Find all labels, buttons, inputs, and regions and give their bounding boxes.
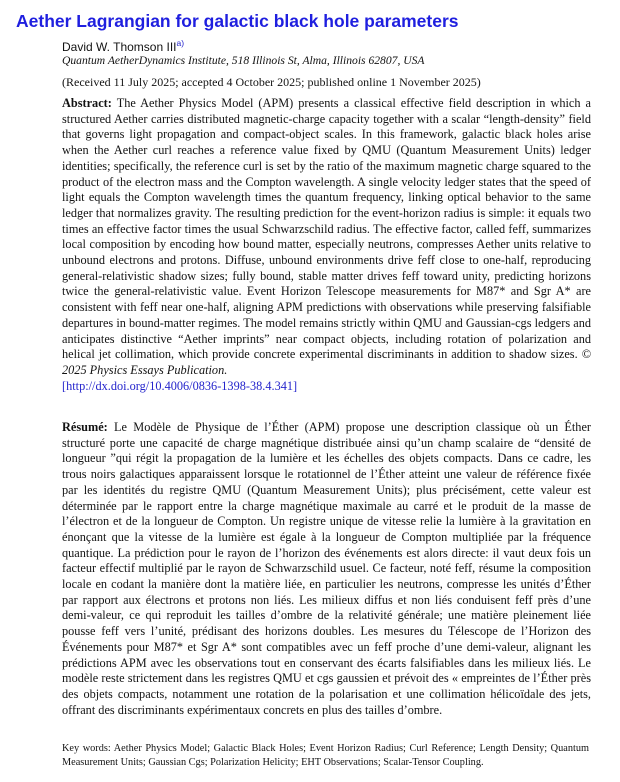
- abstract-copyright: © 2025 Physics Essays Publication.: [62, 347, 592, 377]
- paper-title: Aether Lagrangian for galactic black hole parameters: [16, 11, 459, 31]
- author-footnote-link[interactable]: a): [176, 38, 185, 48]
- doi-link[interactable]: [http://dx.doi.org/10.4006/0836-1398-38.4.341]: [62, 378, 298, 393]
- keywords-body: Aether Physics Model; Galactic Black Holes; Event Horizon Radius; Curl Reference; Length Density; Quantum Measurement Units; Gaussian Cgs; Polarization Helicity; EHT Observations; Scalar-Tensor Coupling.: [62, 743, 589, 768]
- keywords-label: Key words:: [62, 743, 111, 754]
- abstract-label: Abstract:: [62, 96, 112, 110]
- author-line: [62, 40, 184, 54]
- author-name: David W. Thomson III: [62, 40, 177, 54]
- abstract-paragraph: [62, 96, 591, 394]
- received-accepted-line: (Received 11 July 2025; accepted 4 October 2025; published online 1 November 2025): [62, 75, 481, 89]
- resume-paragraph: [62, 420, 591, 718]
- resume-label: Résumé:: [62, 420, 108, 434]
- keywords-line: [62, 742, 589, 770]
- abstract-body: The Aether Physics Model (APM) presents a classical effective field description in which a structured Aether carries distributed magnetic-charge capacity together with a scalar “length-density” field that governs light propagation and compact-object scales. In this framework, galactic black holes arise when the Aether curl reaches a reference value fixed by QMU (Quantum Measurement Units) ledger identities; specifically, the reference curl is set by the ratio of the maximum magnetic charge squared to the product of the electron mass and the Compton wavelength. A single velocity ledger states that the speed of light equals the Compton wavelength times the quantum frequency, linking optical behavior to the same ledger that normalizes gravity. The resulting prediction for the event-horizon radius is simple: it equals two times an effective factor times the usual Schwarzschild radius. The effective factor, called feff, summarizes local composition by encoding how bound matter, especially neutrons, compresses Aether units relative to unbound electrons and protons. Diffuse, unbound environments drive feff close to one-half, reproducing general-relativistic shadow sizes; fully bound, stable matter drives feff toward unity, predicting horizons twice the general-relativistic value. Event Horizon Telescope measurements for M87* and Sgr A* are consistent with feff near one-half, aligning APM predictions with observations while preserving falsifiable departures in bound-matter regimes. The model remains strictly within QMU and Gaussian-cgs ledgers and anticipates distinctive “Aether imprints” near compact objects, including rotation of polarization and helical jet collimation, which provide concrete experimental discriminants in addition to shadow sizes.: [62, 96, 592, 362]
- affiliation: Quantum AetherDynamics Institute, 518 Illinois St, Alma, Illinois 62807, USA: [62, 54, 425, 67]
- resume-body: Le Modèle de Physique de l’Éther (APM) propose une description classique où un Éther structuré porte une capacité de charge magnétique distribuée ainsi qu’un champ scalaire de “densité de longueur ”qui régit la propagation de la lumière et les échelles des objets compacts. Dans ce cadre, les trous noirs galactiques apparaissent lorsque le rotationnel de l’Éther atteint une valeur de référence fixée par les identités du registre QMU (Quantum Measurement Units); plus précisément, cette valeur est déterminée par le rapport entre la charge magnétique maximale au carré et le produit de la masse de l’électron et de la longueur de Compton. Un registre unique de vitesse relie la lumière à la gravitation en énonçant que la vitesse de la lumière est égale à la longueur de Compton multipliée par la fréquence quantique. La prédiction pour le rayon de l’horizon des événements est alors directe: il vaut deux fois un facteur effectif multiplié par le rayon de Schwarzschild usuel. Ce facteur, noté feff, résume la composition locale en codant la manière dont la matière liée, en particulier les neutrons, compresse les unités d’Éther par rapport aux électrons et protons non liés. Les milieux diffus et non liés conduisent feff près d’une demi-valeur, ce qui reproduit les tailles d’ombre de la relativité générale; une matière pleinement liée pousse feff vers l’unité, prédisant des horizons doubles. Les mesures du Télescope de l’Horizon des Événements pour M87* et Sgr A* sont compatibles avec un feff proche d’une demi-valeur, alignant les prédictions APM avec les observations tout en conservant des écarts falsifiables dans les milieux liés. Le modèle reste strictement dans les registres QMU et cgs gaussien et prévoit des « empreintes de l’Éther près des objets compacts, notamment une rotation de la polarisation et une collimation hélicoïdale des jets, offrant des discriminants expérimentaux concrets en plus des tailles d’ombre.: [62, 420, 591, 717]
